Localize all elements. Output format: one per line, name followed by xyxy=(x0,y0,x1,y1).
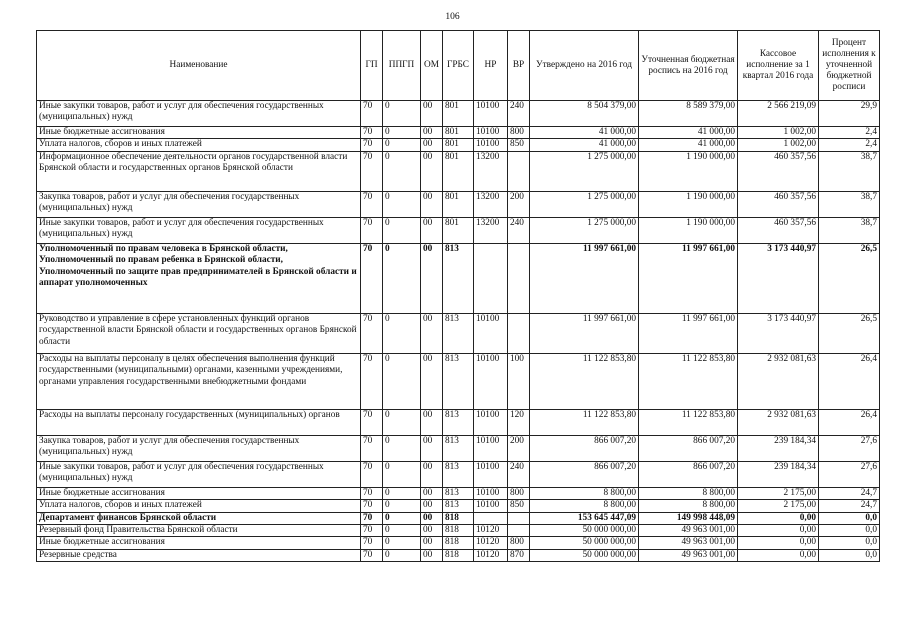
cell-nr: 10120 xyxy=(474,537,508,549)
cell-percent: 29,9 xyxy=(819,101,880,127)
header-gp: ГП xyxy=(361,31,383,101)
cell-om: 00 xyxy=(421,500,443,512)
cell-cash: 3 173 440,97 xyxy=(738,243,819,313)
cell-gp: 70 xyxy=(361,435,383,461)
cell-nr: 10100 xyxy=(474,313,508,353)
table-row xyxy=(37,435,880,461)
cell-revised: 866 007,20 xyxy=(639,435,738,461)
cell-percent: 26,5 xyxy=(819,313,880,353)
cell-percent: 38,7 xyxy=(819,151,880,191)
cell-gp: 70 xyxy=(361,409,383,435)
budget-table xyxy=(36,30,880,562)
cell-revised: 149 998 448,09 xyxy=(639,512,738,524)
cell-vr: 850 xyxy=(508,500,530,512)
cell-grbs: 818 xyxy=(443,549,474,561)
cell-revised: 1 190 000,00 xyxy=(639,217,738,243)
cell-nr: 13200 xyxy=(474,191,508,217)
cell-revised: 11 997 661,00 xyxy=(639,243,738,313)
cell-percent: 27,6 xyxy=(819,461,880,487)
cell-name: Резервные средства xyxy=(37,549,361,561)
cell-cash: 2 175,00 xyxy=(738,500,819,512)
cell-nr xyxy=(474,512,508,524)
cell-ppgp: 0 xyxy=(383,409,421,435)
cell-grbs: 801 xyxy=(443,139,474,151)
cell-grbs: 818 xyxy=(443,512,474,524)
cell-cash: 239 184,34 xyxy=(738,435,819,461)
cell-nr: 10100 xyxy=(474,461,508,487)
cell-revised: 49 963 001,00 xyxy=(639,537,738,549)
cell-grbs: 813 xyxy=(443,353,474,409)
table-row xyxy=(37,151,880,191)
cell-cash: 2 932 081,63 xyxy=(738,353,819,409)
cell-approved: 50 000 000,00 xyxy=(530,525,639,537)
cell-grbs: 813 xyxy=(443,409,474,435)
cell-revised: 41 000,00 xyxy=(639,127,738,139)
cell-vr: 800 xyxy=(508,487,530,499)
cell-om: 00 xyxy=(421,139,443,151)
cell-revised: 1 190 000,00 xyxy=(639,191,738,217)
cell-ppgp: 0 xyxy=(383,101,421,127)
cell-grbs: 818 xyxy=(443,537,474,549)
cell-om: 00 xyxy=(421,127,443,139)
cell-nr: 13200 xyxy=(474,151,508,191)
cell-gp: 70 xyxy=(361,139,383,151)
cell-om: 00 xyxy=(421,549,443,561)
cell-nr: 10100 xyxy=(474,435,508,461)
cell-name: Иные закупки товаров, работ и услуг для обеспечения государственных (муниципальных) нужд xyxy=(37,101,361,127)
cell-vr: 800 xyxy=(508,537,530,549)
cell-revised: 49 963 001,00 xyxy=(639,525,738,537)
cell-nr: 10100 xyxy=(474,353,508,409)
cell-grbs: 818 xyxy=(443,525,474,537)
cell-name: Резервный фонд Правительства Брянской области xyxy=(37,525,361,537)
table-row xyxy=(37,139,880,151)
header-name: Наименование xyxy=(37,31,361,101)
table-row xyxy=(37,353,880,409)
cell-cash: 0,00 xyxy=(738,512,819,524)
header-cash: Кассовое исполнение за 1 квартал 2016 года xyxy=(738,31,819,101)
cell-vr: 120 xyxy=(508,409,530,435)
cell-om: 00 xyxy=(421,243,443,313)
cell-revised: 8 800,00 xyxy=(639,487,738,499)
cell-grbs: 801 xyxy=(443,127,474,139)
cell-cash: 460 357,56 xyxy=(738,191,819,217)
cell-gp: 70 xyxy=(361,191,383,217)
cell-ppgp: 0 xyxy=(383,243,421,313)
cell-ppgp: 0 xyxy=(383,139,421,151)
cell-cash: 460 357,56 xyxy=(738,151,819,191)
cell-om: 00 xyxy=(421,461,443,487)
header-nr: НР xyxy=(474,31,508,101)
cell-cash: 0,00 xyxy=(738,537,819,549)
cell-approved: 8 504 379,00 xyxy=(530,101,639,127)
table-body xyxy=(37,101,880,562)
cell-percent: 0,0 xyxy=(819,549,880,561)
table-row xyxy=(37,461,880,487)
header-approved: Утверждено на 2016 год xyxy=(530,31,639,101)
cell-approved: 1 275 000,00 xyxy=(530,191,639,217)
cell-nr: 10100 xyxy=(474,487,508,499)
cell-approved: 1 275 000,00 xyxy=(530,217,639,243)
table-row xyxy=(37,487,880,499)
cell-name: Иные бюджетные ассигнования xyxy=(37,127,361,139)
cell-ppgp: 0 xyxy=(383,549,421,561)
cell-name: Иные бюджетные ассигнования xyxy=(37,487,361,499)
cell-vr xyxy=(508,151,530,191)
cell-om: 00 xyxy=(421,151,443,191)
cell-ppgp: 0 xyxy=(383,500,421,512)
cell-om: 00 xyxy=(421,313,443,353)
cell-ppgp: 0 xyxy=(383,525,421,537)
table-row xyxy=(37,409,880,435)
cell-cash: 239 184,34 xyxy=(738,461,819,487)
cell-approved: 11 997 661,00 xyxy=(530,243,639,313)
cell-name: Закупка товаров, работ и услуг для обеспечения государственных (муниципальных) нужд xyxy=(37,191,361,217)
table-row xyxy=(37,127,880,139)
cell-percent: 0,0 xyxy=(819,537,880,549)
cell-approved: 41 000,00 xyxy=(530,127,639,139)
cell-percent: 26,4 xyxy=(819,353,880,409)
cell-revised: 11 122 853,80 xyxy=(639,409,738,435)
cell-cash: 1 002,00 xyxy=(738,127,819,139)
table-row xyxy=(37,525,880,537)
cell-revised: 866 007,20 xyxy=(639,461,738,487)
cell-approved: 8 800,00 xyxy=(530,487,639,499)
cell-nr: 10100 xyxy=(474,101,508,127)
cell-nr: 10100 xyxy=(474,409,508,435)
cell-om: 00 xyxy=(421,217,443,243)
cell-ppgp: 0 xyxy=(383,313,421,353)
cell-grbs: 801 xyxy=(443,101,474,127)
cell-vr: 100 xyxy=(508,353,530,409)
table-row xyxy=(37,512,880,524)
cell-vr: 200 xyxy=(508,435,530,461)
cell-percent: 2,4 xyxy=(819,127,880,139)
cell-grbs: 813 xyxy=(443,461,474,487)
table-row xyxy=(37,101,880,127)
cell-gp: 70 xyxy=(361,512,383,524)
header-vr: ВР xyxy=(508,31,530,101)
cell-om: 00 xyxy=(421,487,443,499)
cell-name: Расходы на выплаты персоналу в целях обеспечения выполнения функций государственными (муниципальными) органами, казенными учреждениями, органами управления государственными внебюджетными фондами xyxy=(37,353,361,409)
cell-approved: 866 007,20 xyxy=(530,461,639,487)
cell-name: Расходы на выплаты персоналу государственных (муниципальных) органов xyxy=(37,409,361,435)
cell-grbs: 801 xyxy=(443,151,474,191)
cell-percent: 26,5 xyxy=(819,243,880,313)
cell-grbs: 813 xyxy=(443,435,474,461)
cell-gp: 70 xyxy=(361,461,383,487)
cell-grbs: 801 xyxy=(443,191,474,217)
cell-name: Информационное обеспечение деятельности органов государственной власти Брянской области и государственных органов Брянской области xyxy=(37,151,361,191)
cell-approved: 8 800,00 xyxy=(530,500,639,512)
cell-revised: 8 589 379,00 xyxy=(639,101,738,127)
header-percent: Процент исполнения к уточненной бюджетной росписи xyxy=(819,31,880,101)
cell-approved: 11 122 853,80 xyxy=(530,409,639,435)
table-header-row xyxy=(37,31,880,101)
cell-name: Департамент финансов Брянской области xyxy=(37,512,361,524)
cell-ppgp: 0 xyxy=(383,127,421,139)
cell-ppgp: 0 xyxy=(383,487,421,499)
cell-vr: 240 xyxy=(508,101,530,127)
header-om: ОМ xyxy=(421,31,443,101)
cell-revised: 49 963 001,00 xyxy=(639,549,738,561)
cell-approved: 153 645 447,09 xyxy=(530,512,639,524)
cell-cash: 3 173 440,97 xyxy=(738,313,819,353)
cell-gp: 70 xyxy=(361,353,383,409)
table-row xyxy=(37,500,880,512)
cell-ppgp: 0 xyxy=(383,537,421,549)
cell-percent: 38,7 xyxy=(819,217,880,243)
cell-revised: 8 800,00 xyxy=(639,500,738,512)
cell-gp: 70 xyxy=(361,151,383,191)
cell-approved: 41 000,00 xyxy=(530,139,639,151)
table-row xyxy=(37,191,880,217)
cell-vr xyxy=(508,313,530,353)
cell-name: Иные закупки товаров, работ и услуг для обеспечения государственных (муниципальных) нужд xyxy=(37,461,361,487)
cell-percent: 0,0 xyxy=(819,512,880,524)
cell-percent: 24,7 xyxy=(819,487,880,499)
cell-vr: 870 xyxy=(508,549,530,561)
cell-nr xyxy=(474,243,508,313)
cell-name: Уплата налогов, сборов и иных платежей xyxy=(37,500,361,512)
cell-om: 00 xyxy=(421,409,443,435)
cell-cash: 0,00 xyxy=(738,525,819,537)
cell-approved: 866 007,20 xyxy=(530,435,639,461)
cell-om: 00 xyxy=(421,353,443,409)
cell-nr: 13200 xyxy=(474,217,508,243)
cell-percent: 26,4 xyxy=(819,409,880,435)
cell-om: 00 xyxy=(421,435,443,461)
cell-name: Руководство и управление в сфере установленных функций органов государственной власти Брянской области и государственных органов Брянской области xyxy=(37,313,361,353)
table-row xyxy=(37,313,880,353)
cell-revised: 11 997 661,00 xyxy=(639,313,738,353)
cell-gp: 70 xyxy=(361,525,383,537)
cell-name: Закупка товаров, работ и услуг для обеспечения государственных (муниципальных) нужд xyxy=(37,435,361,461)
cell-gp: 70 xyxy=(361,127,383,139)
cell-nr: 10100 xyxy=(474,500,508,512)
cell-grbs: 813 xyxy=(443,487,474,499)
cell-approved: 11 997 661,00 xyxy=(530,313,639,353)
cell-cash: 2 175,00 xyxy=(738,487,819,499)
cell-om: 00 xyxy=(421,101,443,127)
header-grbs: ГРБС xyxy=(443,31,474,101)
cell-ppgp: 0 xyxy=(383,191,421,217)
cell-approved: 50 000 000,00 xyxy=(530,537,639,549)
cell-cash: 0,00 xyxy=(738,549,819,561)
cell-cash: 2 932 081,63 xyxy=(738,409,819,435)
cell-revised: 41 000,00 xyxy=(639,139,738,151)
cell-gp: 70 xyxy=(361,537,383,549)
cell-vr: 200 xyxy=(508,191,530,217)
cell-revised: 1 190 000,00 xyxy=(639,151,738,191)
cell-name: Иные закупки товаров, работ и услуг для обеспечения государственных (муниципальных) нужд xyxy=(37,217,361,243)
cell-grbs: 813 xyxy=(443,313,474,353)
cell-ppgp: 0 xyxy=(383,461,421,487)
cell-nr: 10120 xyxy=(474,525,508,537)
cell-vr xyxy=(508,512,530,524)
cell-vr: 850 xyxy=(508,139,530,151)
cell-gp: 70 xyxy=(361,500,383,512)
header-revised: Уточненная бюджетная роспись на 2016 год xyxy=(639,31,738,101)
cell-vr xyxy=(508,243,530,313)
page-number: 106 xyxy=(445,12,460,22)
cell-grbs: 813 xyxy=(443,500,474,512)
cell-ppgp: 0 xyxy=(383,512,421,524)
table-row xyxy=(37,537,880,549)
cell-om: 00 xyxy=(421,512,443,524)
cell-om: 00 xyxy=(421,537,443,549)
cell-nr: 10100 xyxy=(474,139,508,151)
cell-revised: 11 122 853,80 xyxy=(639,353,738,409)
cell-gp: 70 xyxy=(361,101,383,127)
cell-approved: 11 122 853,80 xyxy=(530,353,639,409)
cell-approved: 1 275 000,00 xyxy=(530,151,639,191)
header-ppgp: ППГП xyxy=(383,31,421,101)
cell-vr: 800 xyxy=(508,127,530,139)
cell-om: 00 xyxy=(421,191,443,217)
cell-gp: 70 xyxy=(361,243,383,313)
cell-om: 00 xyxy=(421,525,443,537)
cell-ppgp: 0 xyxy=(383,217,421,243)
cell-gp: 70 xyxy=(361,217,383,243)
cell-ppgp: 0 xyxy=(383,353,421,409)
cell-nr: 10100 xyxy=(474,127,508,139)
cell-ppgp: 0 xyxy=(383,151,421,191)
cell-vr: 240 xyxy=(508,217,530,243)
cell-grbs: 813 xyxy=(443,243,474,313)
cell-ppgp: 0 xyxy=(383,435,421,461)
cell-vr: 240 xyxy=(508,461,530,487)
table-row xyxy=(37,549,880,561)
cell-cash: 1 002,00 xyxy=(738,139,819,151)
cell-grbs: 801 xyxy=(443,217,474,243)
cell-gp: 70 xyxy=(361,313,383,353)
cell-name: Уплата налогов, сборов и иных платежей xyxy=(37,139,361,151)
cell-cash: 460 357,56 xyxy=(738,217,819,243)
cell-percent: 27,6 xyxy=(819,435,880,461)
cell-gp: 70 xyxy=(361,487,383,499)
cell-percent: 2,4 xyxy=(819,139,880,151)
cell-approved: 50 000 000,00 xyxy=(530,549,639,561)
cell-gp: 70 xyxy=(361,549,383,561)
table-row xyxy=(37,243,880,313)
cell-percent: 24,7 xyxy=(819,500,880,512)
cell-name: Уполномоченный по правам человека в Брянской области, Уполномоченный по правам ребенка в Брянской области, Уполномоченный по защите прав предпринимателей в Брянской области и аппарат уполномоченных xyxy=(37,243,361,313)
cell-nr: 10120 xyxy=(474,549,508,561)
cell-percent: 0,0 xyxy=(819,525,880,537)
cell-percent: 38,7 xyxy=(819,191,880,217)
cell-vr xyxy=(508,525,530,537)
cell-cash: 2 566 219,09 xyxy=(738,101,819,127)
table-row xyxy=(37,217,880,243)
cell-name: Иные бюджетные ассигнования xyxy=(37,537,361,549)
